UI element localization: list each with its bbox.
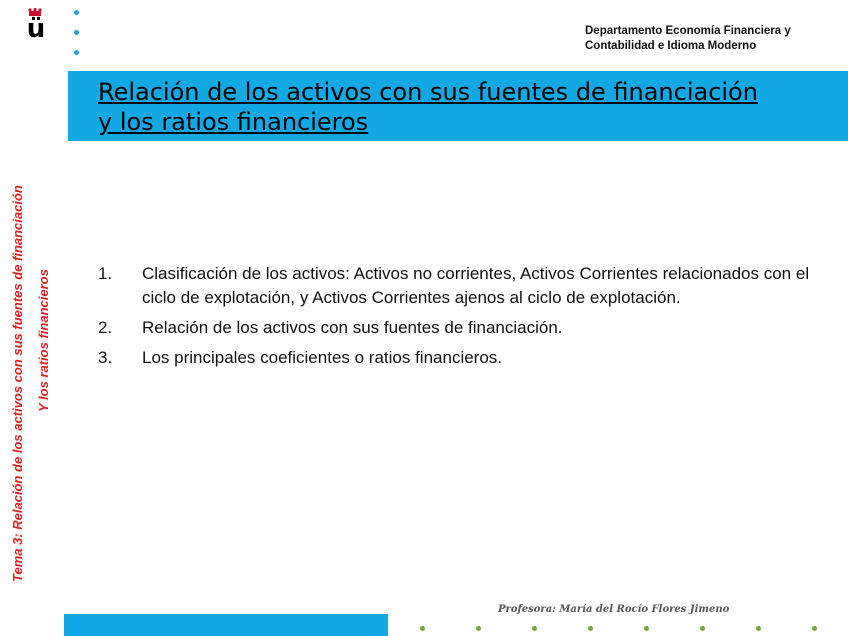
list-item: 3. Los principales coeficientes o ratios financieros. <box>98 348 503 367</box>
page-title: Relación de los activos con sus fuentes de financiación y los ratios financieros <box>98 78 758 136</box>
list-item: 2. Relación de los activos con sus fuentes de financiación. <box>98 318 563 337</box>
logo-letter: ü <box>26 14 46 44</box>
sidebar-title-line2: Y los ratios financieros <box>36 269 51 412</box>
decorative-dots-vertical <box>74 10 80 70</box>
sidebar-title-line1: Tema 3: Relación de los activos con sus fuentes de financiación <box>10 185 25 582</box>
author-credit: Profesora: María del Rocío Flores Jimeno <box>498 604 730 615</box>
footer-bar <box>64 614 388 636</box>
list-item: 1. Clasificación de los activos: Activos no corrientes, Activos Corrientes relacionados con el ciclo de explotación, y Activos Corrientes ajenos al ciclo de explotación. <box>98 264 810 307</box>
university-logo <box>22 8 50 46</box>
decorative-dots-horizontal <box>420 626 840 634</box>
topic-list <box>98 262 818 376</box>
department-name: Departamento Economía Financiera y Contabilidad e Idioma Moderno <box>585 25 791 52</box>
